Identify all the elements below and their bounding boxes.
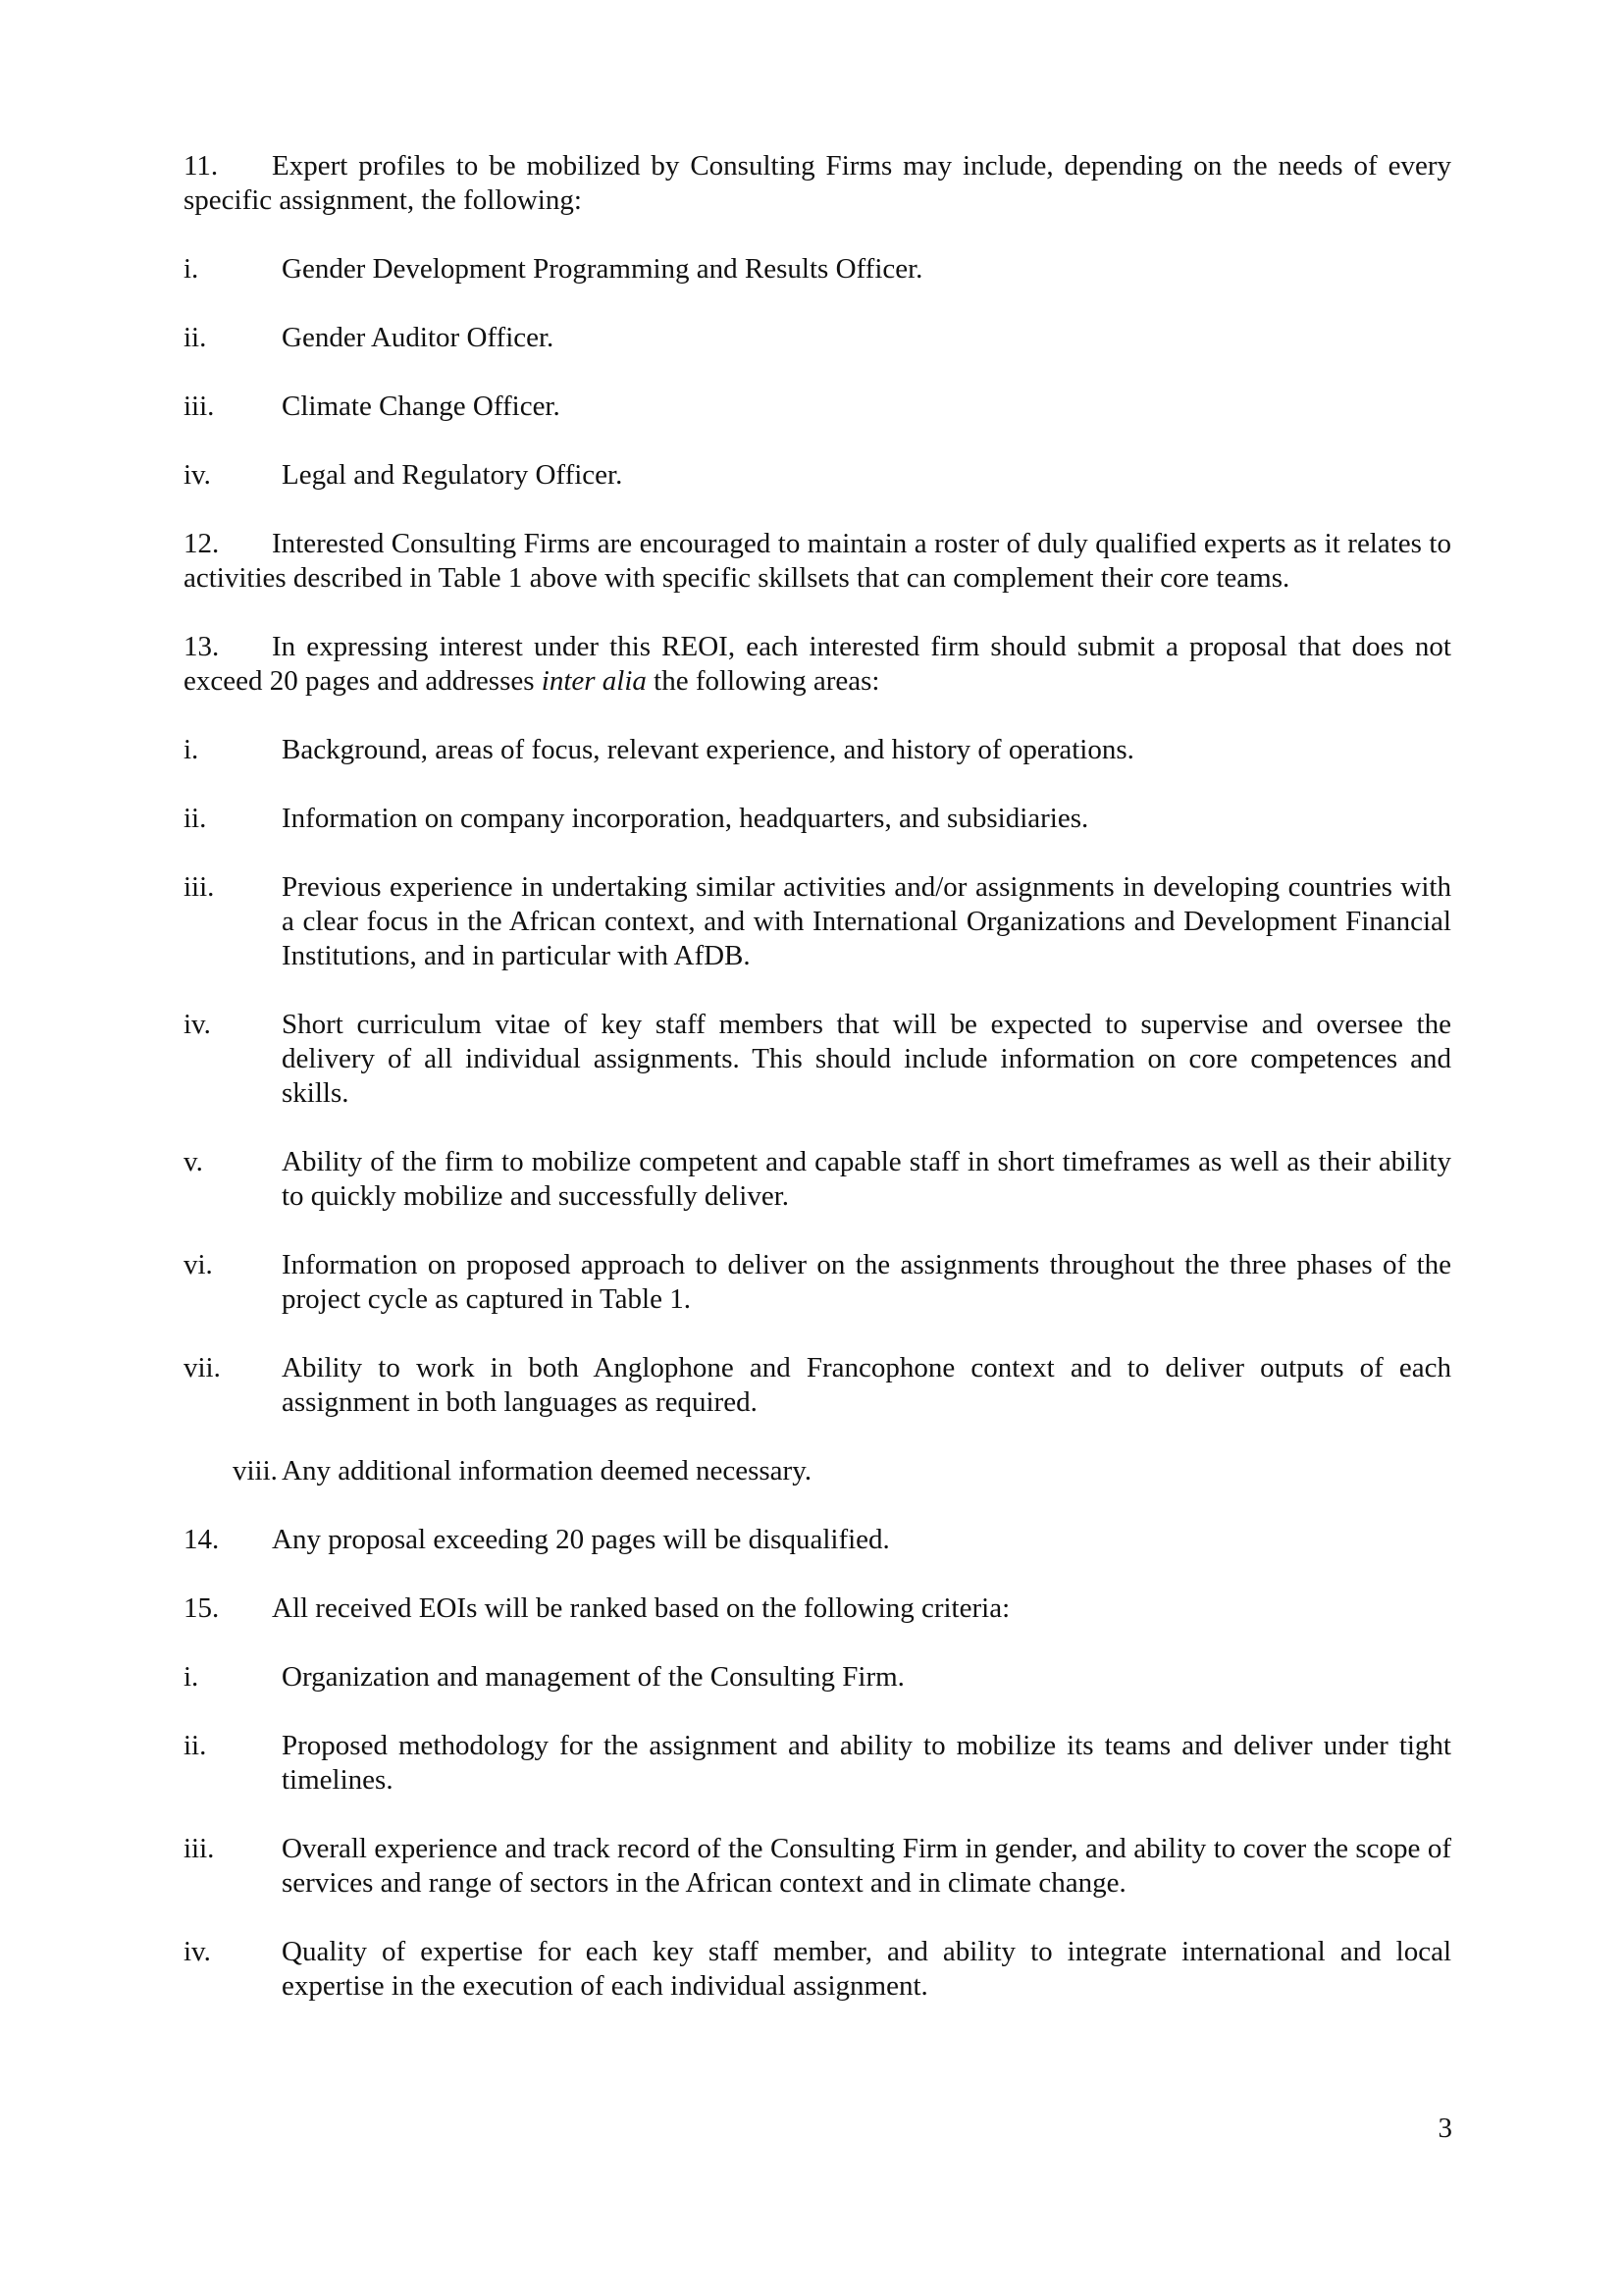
list-item xyxy=(183,1248,1451,1317)
list-item xyxy=(183,1660,1451,1695)
paragraph-text: Expert profiles to be mobilized by Consulting Firms may include, depending on the needs of every specific assignment, the following: xyxy=(183,150,1451,216)
list-item xyxy=(183,870,1451,973)
item-text: Overall experience and track record of the Consulting Firm in gender, and ability to cover the scope of services and range of sectors in the African context and in climate change. xyxy=(282,1833,1451,1899)
item-number: vi. xyxy=(183,1249,213,1280)
paragraph-text: Interested Consulting Firms are encouraged to maintain a roster of duly qualified experts as it relates to activities described in Table 1 above with specific skillsets that can complement their core teams. xyxy=(183,528,1451,594)
expert-profiles-list xyxy=(183,252,1451,493)
item-text: Proposed methodology for the assignment and ability to mobilize its teams and deliver under tight timelines. xyxy=(282,1730,1451,1796)
item-text: Background, areas of focus, relevant experience, and history of operations. xyxy=(282,734,1134,765)
paragraph-number: 12. xyxy=(183,528,220,559)
item-text: Climate Change Officer. xyxy=(282,391,560,422)
list-item xyxy=(183,733,1451,767)
list-item xyxy=(183,321,1451,355)
item-number: viii. xyxy=(233,1455,278,1487)
document-body xyxy=(183,149,1451,2038)
paragraph-number: 14. xyxy=(183,1524,220,1555)
paragraph-text-end: the following areas: xyxy=(646,665,880,697)
list-item xyxy=(183,458,1451,493)
item-number: iv. xyxy=(183,1009,211,1040)
item-number: ii. xyxy=(183,322,207,353)
item-number: iv. xyxy=(183,1936,211,1967)
paragraph-12 xyxy=(183,527,1451,596)
item-text: Gender Development Programming and Results Officer. xyxy=(282,253,923,285)
item-text: Gender Auditor Officer. xyxy=(282,322,554,353)
item-number: v. xyxy=(183,1146,203,1177)
item-text: Any additional information deemed necessary. xyxy=(282,1455,812,1487)
item-text: Previous experience in undertaking similar activities and/or assignments in developing countries with a clear focus in the African context, and with International Organizations and Development Financial Institutions, and in particular with AfDB. xyxy=(282,871,1451,971)
list-item xyxy=(183,1729,1451,1798)
item-text: Information on company incorporation, headquarters, and subsidiaries. xyxy=(282,803,1089,834)
list-item xyxy=(183,252,1451,287)
item-number: i. xyxy=(183,734,199,765)
paragraph-text: All received EOIs will be ranked based on the following criteria: xyxy=(272,1592,1011,1624)
item-text: Ability to work in both Anglophone and Francophone context and to deliver outputs of each assignment in both languages as required. xyxy=(282,1352,1451,1418)
list-item xyxy=(183,1145,1451,1214)
list-item xyxy=(183,1832,1451,1901)
paragraph-text-italic: inter alia xyxy=(541,665,647,697)
item-number: vii. xyxy=(183,1352,221,1383)
item-text: Legal and Regulatory Officer. xyxy=(282,459,623,491)
item-text: Quality of expertise for each key staff member, and ability to integrate international and local expertise in the execution of each individual assignment. xyxy=(282,1936,1451,2002)
item-text: Information on proposed approach to deliver on the assignments throughout the three phases of the project cycle as captured in Table 1. xyxy=(282,1249,1451,1315)
list-item xyxy=(183,1935,1451,2004)
list-item xyxy=(183,802,1451,836)
paragraph-13 xyxy=(183,630,1451,699)
item-text: Organization and management of the Consulting Firm. xyxy=(282,1661,905,1693)
list-item xyxy=(183,1454,1451,1488)
paragraph-11 xyxy=(183,149,1451,218)
item-number: ii. xyxy=(183,1730,207,1761)
paragraph-number: 13. xyxy=(183,631,220,662)
item-text: Ability of the firm to mobilize competent and capable staff in short timeframes as well as their ability to quickly mobilize and successfully deliver. xyxy=(282,1146,1451,1212)
page-number: 3 xyxy=(1438,2112,1452,2144)
item-number: ii. xyxy=(183,803,207,834)
paragraph-text: Any proposal exceeding 20 pages will be disqualified. xyxy=(272,1524,890,1555)
item-text: Short curriculum vitae of key staff members that will be expected to supervise and oversee the delivery of all individual assignments. This should include information on core competences and skills. xyxy=(282,1009,1451,1109)
proposal-areas-list xyxy=(183,733,1451,1488)
paragraph-number: 15. xyxy=(183,1592,220,1624)
paragraph-14 xyxy=(183,1523,1451,1557)
item-number: iii. xyxy=(183,391,215,422)
list-item xyxy=(183,1351,1451,1420)
list-item xyxy=(183,1008,1451,1111)
item-number: i. xyxy=(183,253,199,285)
ranking-criteria-list xyxy=(183,1660,1451,2004)
item-number: iii. xyxy=(183,871,215,903)
paragraph-text-start: In expressing interest under this REOI, each interested firm should submit a proposal that does not exceed 20 pages and addresses xyxy=(183,631,1451,697)
paragraph-15 xyxy=(183,1591,1451,1626)
paragraph-number: 11. xyxy=(183,150,219,182)
list-item xyxy=(183,390,1451,424)
item-number: iii. xyxy=(183,1833,215,1864)
item-number: i. xyxy=(183,1661,199,1693)
item-number: iv. xyxy=(183,459,211,491)
